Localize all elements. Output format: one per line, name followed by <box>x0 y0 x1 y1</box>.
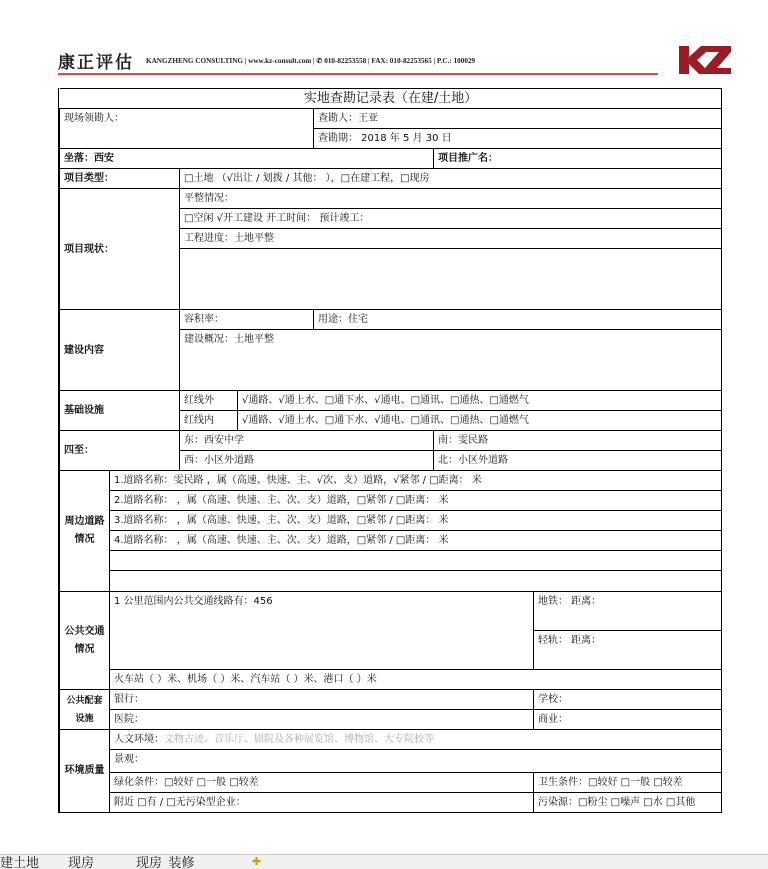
infra-in-value[interactable]: √通路、√通上水、□通下水、√通电、□通讯、□通热、□通燃气 <box>238 411 722 431</box>
plot-ratio-cell[interactable]: 容积率： <box>180 310 314 330</box>
company-name: 康正评估 <box>58 53 134 73</box>
facilities-label: 公共配套设施 <box>60 690 110 730</box>
infra-label: 基础设施 <box>60 391 180 431</box>
sanitation-cell[interactable]: 卫生条件：□较好 □一般 □较差 <box>534 773 722 793</box>
road-row-blank-1[interactable] <box>110 551 722 571</box>
road-row-2[interactable]: 2.道路名称： ，属（高速、快速、主、次、支）道路，□紧邻 / □距离： 米 <box>110 491 722 511</box>
road-row-blank-2[interactable] <box>110 571 722 592</box>
humanities-hint: 文物古迹、音乐厅、剧院及各种展览馆、博物馆、大专院校等 <box>164 734 434 745</box>
new-sheet-icon[interactable]: ✚ <box>252 855 262 868</box>
bus-lines-cell[interactable]: 1 公里范围内公共交通线路有：456 <box>110 592 534 670</box>
hospital-cell[interactable]: 医院： <box>110 710 534 730</box>
east-boundary[interactable]: 东：西安中学 <box>180 431 434 451</box>
school-cell[interactable]: 学校： <box>534 690 722 710</box>
survey-person-cell[interactable]: 现场领勘人： <box>60 109 314 149</box>
status-progress[interactable]: 工程进度：土地平整 <box>180 229 722 249</box>
sheet-tab-finished[interactable]: 现房 <box>68 856 95 869</box>
road-row-1[interactable]: 1.道路名称：雯民路 ，属（高速、快速、主、√次、支）道路，√紧邻 / □距离： 米 <box>110 471 722 491</box>
kz-logo-icon <box>677 42 733 78</box>
bank-cell[interactable]: 银行： <box>110 690 534 710</box>
road-row-4[interactable]: 4.道路名称： ，属（高速、快速、主、次、支）道路，□紧邻 / □距离： 米 <box>110 531 722 551</box>
humanities-label: 人文环境： <box>114 734 164 745</box>
status-construction[interactable]: □空闲 √开工建设 开工时间： 预计竣工： <box>180 209 722 229</box>
light-rail-cell[interactable]: 轻轨： 距离： <box>534 631 722 670</box>
project-type-value[interactable]: □土地 （√出让 / 划拨 / 其他： ），□在建工程，□现房 <box>180 169 722 189</box>
pollution-source-cell[interactable]: 污染源：□粉尘 □噪声 □水 □其他 <box>534 793 722 813</box>
roads-label: 周边道路情况 <box>60 471 110 592</box>
status-blank[interactable] <box>180 249 722 310</box>
location-cell[interactable]: 坐落：西安 <box>60 149 434 169</box>
status-flat[interactable]: 平整情况： <box>180 189 722 209</box>
survey-date-cell[interactable]: 查勘期： 2018 年 5 月 30 日 <box>314 129 722 149</box>
env-label: 环境质量 <box>60 730 110 813</box>
nearby-pollution-cell[interactable]: 附近 □有 / □无污染型企业： <box>110 793 534 813</box>
company-contact-line: KANGZHENG CONSULTING | www.kz-consult.com | ✆ 010-82253558 | FAX: 010-82253565 | P.C.: 100029 <box>146 57 476 65</box>
sheet-tab-finished-decor[interactable]: 现房_装修 <box>136 856 195 869</box>
project-type-label: 项目类型： <box>60 169 180 189</box>
infra-out-label: 红线外 <box>180 391 238 411</box>
south-boundary[interactable]: 南：雯民路 <box>434 431 722 451</box>
inspector-cell[interactable]: 查勘人：王亚 <box>314 109 722 129</box>
greening-cell[interactable]: 绿化条件：□较好 □一般 □较差 <box>110 773 534 793</box>
letterhead <box>58 46 658 76</box>
subway-cell[interactable]: 地铁： 距离： <box>534 592 722 631</box>
humanities-cell[interactable] <box>110 730 722 750</box>
promo-name-cell[interactable]: 项目推广名： <box>434 149 722 169</box>
header-rule <box>58 73 658 75</box>
sheet-tab-bar <box>0 854 768 869</box>
survey-form <box>58 88 722 813</box>
north-boundary[interactable]: 北：小区外道路 <box>434 451 722 471</box>
infra-in-label: 红线内 <box>180 411 238 431</box>
form-title: 实地查勘记录表（在建/土地） <box>60 89 722 109</box>
build-overview-cell[interactable]: 建设概况：土地平整 <box>180 330 722 391</box>
usage-cell[interactable]: 用途：住宅 <box>314 310 722 330</box>
stations-cell[interactable]: 火车站（ ）米、机场（ ）米、汽车站（ ）米、港口（ ）米 <box>110 670 722 690</box>
build-label: 建设内容 <box>60 310 180 391</box>
boundary-label: 四至： <box>60 431 180 471</box>
infra-out-value[interactable]: √通路、√通上水、□通下水、√通电、□通讯、□通热、□通燃气 <box>238 391 722 411</box>
status-label: 项目现状： <box>60 189 180 310</box>
road-row-3[interactable]: 3.道路名称： ，属（高速、快速、主、次、支）道路，□紧邻 / □距离： 米 <box>110 511 722 531</box>
transit-label: 公共交通情况 <box>60 592 110 690</box>
sheet-tab-land[interactable]: 建土地 <box>0 856 40 869</box>
west-boundary[interactable]: 西：小区外道路 <box>180 451 434 471</box>
landscape-cell[interactable]: 景观： <box>110 750 722 773</box>
commerce-cell[interactable]: 商业： <box>534 710 722 730</box>
